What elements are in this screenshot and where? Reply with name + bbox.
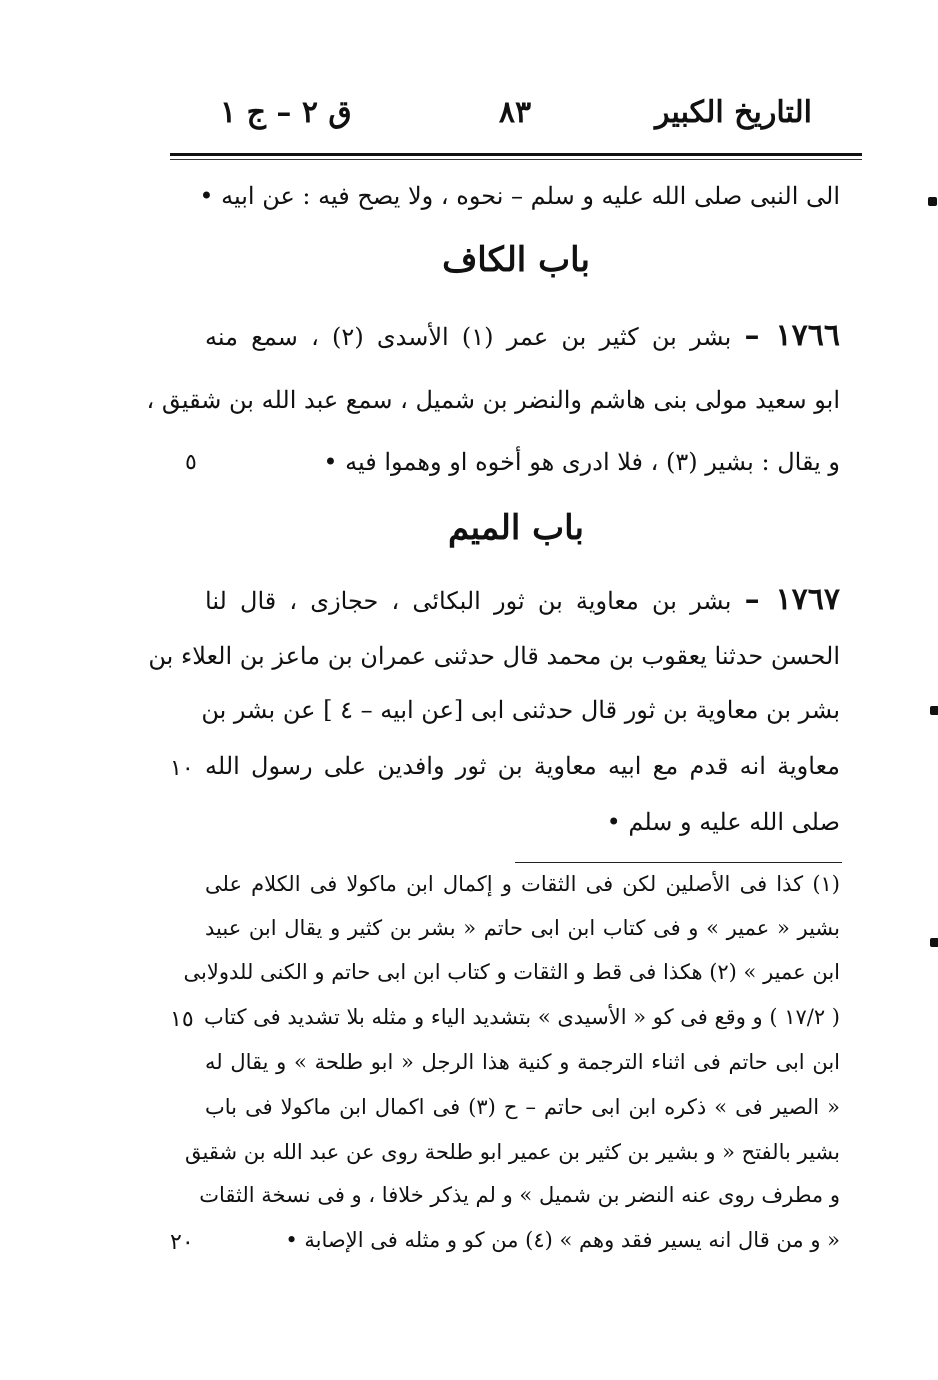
entry-1767-line-1 xyxy=(205,582,840,618)
footnote-line-7: بشير بالفتح « و بشير بن كثير بن عمير ابو طلحة روى عن عبد الله بن شقيق xyxy=(185,1140,840,1164)
entry-1767-line-3: بشر بن معاوية بن ثور قال حدثنى ابى [عن ابيه – ٤ ] عن بشر بن xyxy=(201,696,840,724)
footnote-line-3: ابن عمير » (٢) هكذا فى قط و الثقات و كتاب ابن ابى حاتم و الكنى للدولابى xyxy=(183,960,840,984)
entry-1766-line-1 xyxy=(205,318,840,354)
entry-1767-line-2: الحسن حدثنا يعقوب بن محمد قال حدثنى عمران بن ماعز بن العلاء بن xyxy=(148,642,840,670)
footnote-line-5: ابن ابى حاتم فى اثناء الترجمة و كنية هذا الرجل « ابو طلحة » و يقال له xyxy=(205,1050,840,1074)
line-number-5: ٥ xyxy=(185,450,197,475)
footnote-line-1: (١) كذا فى الأصلين لكن فى الثقات و إكمال ابن ماكولا فى الكلام على xyxy=(205,872,840,896)
intro-line: الى النبى صلى الله عليه و سلم – نحوه ، ولا يصح فيه : عن ابيه • xyxy=(199,182,840,210)
margin-mark xyxy=(928,197,937,206)
line-number-10: ١٠ xyxy=(170,756,194,781)
header-rule-thin xyxy=(170,159,862,160)
entry-1766-line-2: ابو سعيد مولى بنى هاشم والنضر بن شميل ، سمع عبد الله بن شقيق ، xyxy=(146,386,840,414)
entry-1767-line-4: معاوية انه قدم مع ابيه معاوية بن ثور وافدين على رسول الله xyxy=(205,752,840,780)
footnote-line-6: « الصير فى » ذكره ابن ابى حاتم – ح (٣) فى اكمال ابن ماكولا فى باب xyxy=(205,1095,840,1119)
header-rule-thick xyxy=(170,153,862,156)
line-number-15: ١٥ xyxy=(170,1007,194,1032)
running-header xyxy=(170,95,860,145)
entry-number-1767: ١٧٦٧ – xyxy=(744,582,840,617)
margin-mark xyxy=(930,706,938,715)
section-heading-kaf: باب الكاف xyxy=(442,240,590,280)
entry-1767-text-1: بشر بن معاوية بن ثور البكائى ، حجازى ، قال لنا xyxy=(205,587,732,615)
footnote-line-9: « و من قال انه يسير فقد وهم » (٤) من كو و مثله فى الإصابة • xyxy=(285,1228,840,1252)
footnote-line-8: و مطرف روى عنه النضر بن شميل » و لم يذكر خلافا ، و فى نسخة الثقات xyxy=(199,1183,840,1207)
margin-mark xyxy=(930,938,938,947)
volume-label: ق ٢ – ج ١ xyxy=(220,95,352,130)
page-number: ٨٣ xyxy=(498,95,532,130)
footnote-line-2: بشير « عمير » و فى كتاب ابن ابى حاتم « بشر بن كثير و يقال ابن عبيد xyxy=(205,916,840,940)
footnote-separator xyxy=(515,862,842,863)
book-title: التاريخ الكبير xyxy=(654,95,812,130)
line-number-20: ٢٠ xyxy=(170,1230,194,1255)
entry-1766-text-1: بشر بن كثير بن عمر (١) الأسدى (٢) ، سمع منه xyxy=(205,323,732,351)
section-heading-mim: باب الميم xyxy=(447,508,585,548)
entry-number-1766: ١٧٦٦ – xyxy=(744,318,840,353)
footnote-line-4: ( ١٧/٢ ) و وقع فى كو « الأسيدى » بتشديد الياء و مثله بلا تشديد فى كتاب xyxy=(203,1005,840,1029)
entry-1767-line-5: صلى الله عليه و سلم • xyxy=(606,808,840,836)
entry-1766-line-3: و يقال : بشير (٣) ، فلا ادرى هو أخوه او وهموا فيه • xyxy=(323,448,840,476)
